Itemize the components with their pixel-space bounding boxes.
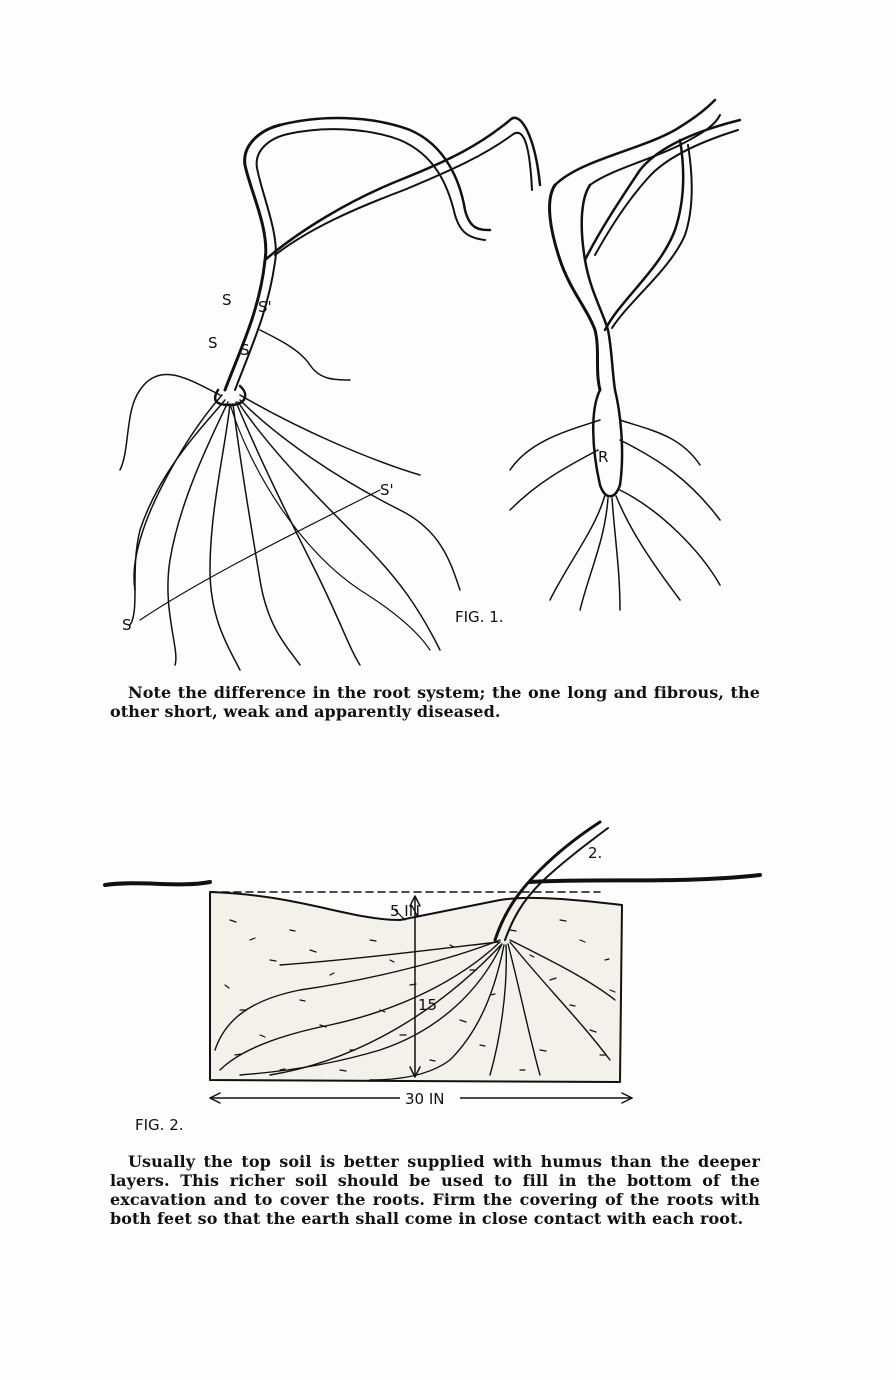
label-r: R <box>598 448 609 466</box>
label-s-3: S <box>240 341 250 359</box>
figure-1-illustration <box>100 90 780 680</box>
left-plant <box>120 118 540 670</box>
figure-1-label: FIG. 1. <box>455 608 504 626</box>
label-s-4: S <box>122 616 132 634</box>
depth-label: 5 IN <box>390 902 420 920</box>
label-s-prime-2: S' <box>380 481 394 499</box>
figure-2-label: FIG. 2. <box>135 1116 184 1134</box>
label-s-2: S <box>208 334 218 352</box>
width-label: 30 IN <box>405 1090 445 1108</box>
label-s-1: S <box>222 291 232 309</box>
figure-2-illustration <box>100 810 780 1140</box>
figure-2-caption: Usually the top soil is better supplied with humus than the deeper layers. This richer soil should be used to fill in the bottom of the excavation and to cover the roots. Firm the covering of the roots with both feet so that the earth shall come in close contact with each root. <box>110 1152 760 1228</box>
right-plant <box>510 100 740 610</box>
plant-number-label: 2. <box>588 844 603 862</box>
depth-label-2: 15 <box>418 996 438 1014</box>
figure-1-caption: Note the difference in the root system; the one long and fibrous, the other short, weak and apparently diseased. <box>110 683 760 721</box>
label-s-prime-1: S' <box>258 298 272 316</box>
